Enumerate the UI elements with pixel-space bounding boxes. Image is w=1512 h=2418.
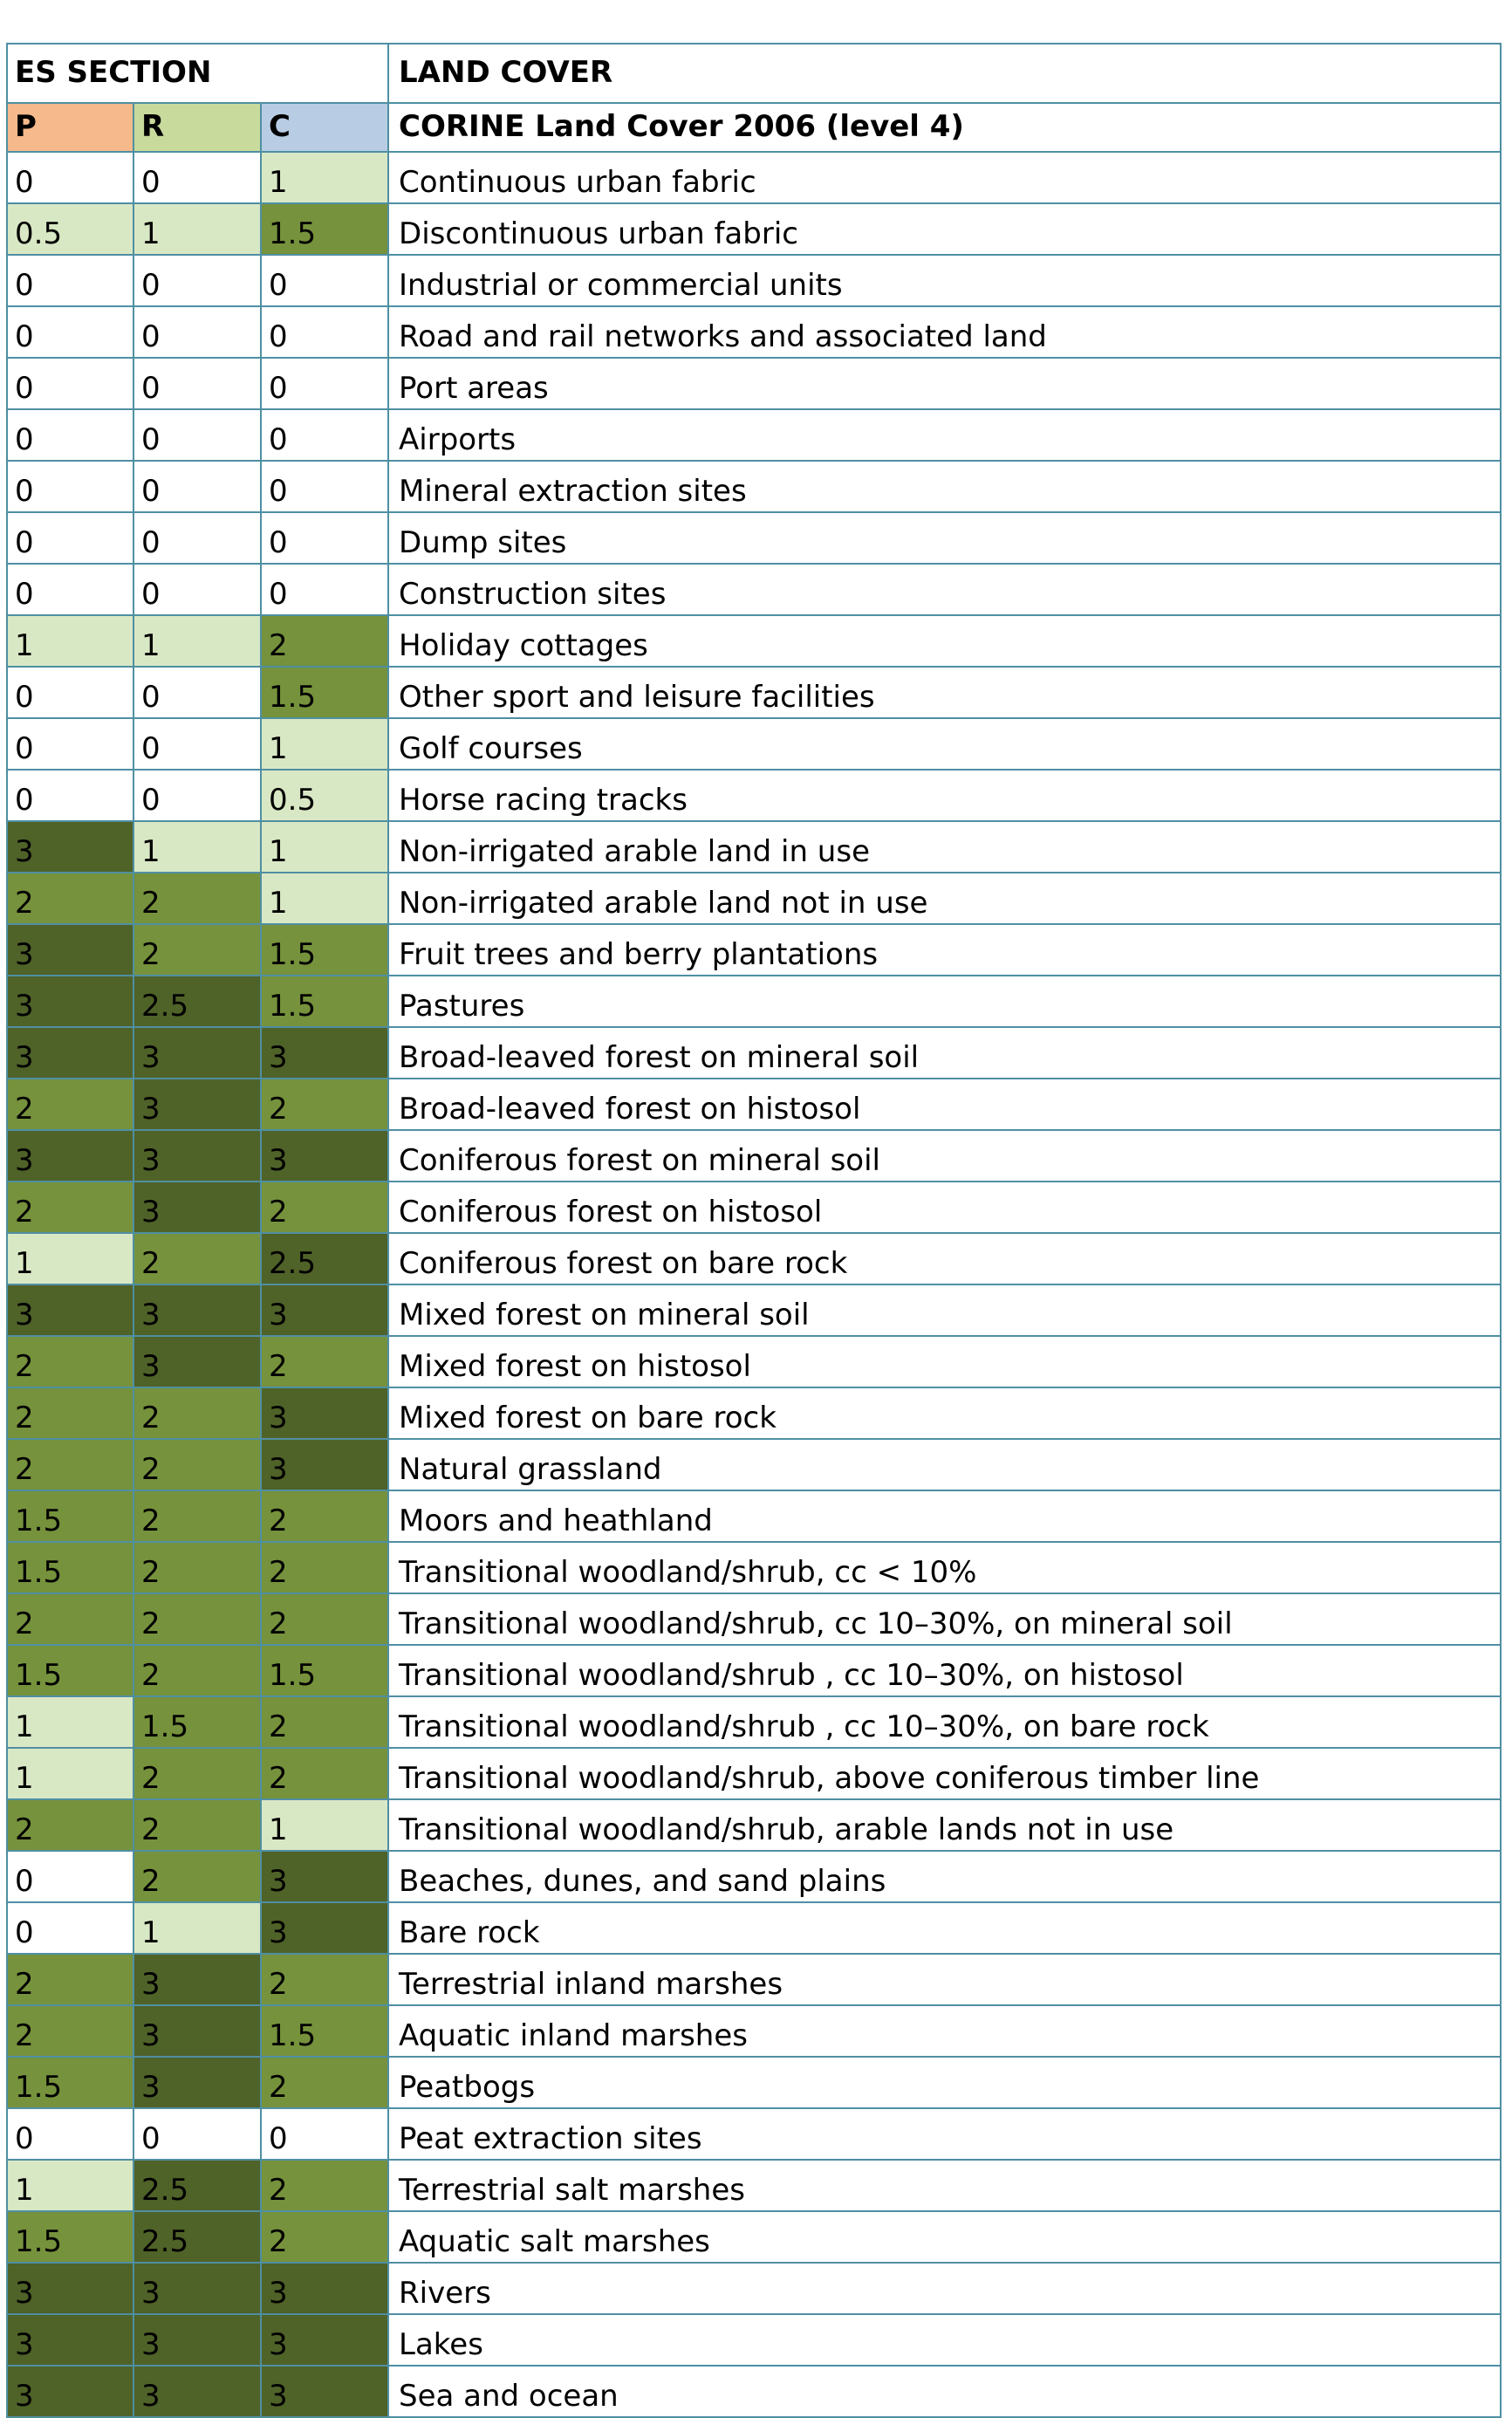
- c-score-cell: 1: [261, 873, 388, 924]
- c-score-cell: 1: [261, 1799, 388, 1851]
- table-row: [7, 1233, 1501, 1284]
- c-score-cell: 3: [261, 1284, 388, 1336]
- table-row: [7, 564, 1501, 615]
- c-score-cell: 3: [261, 1130, 388, 1182]
- table-row: [7, 1748, 1501, 1799]
- table-row: [7, 770, 1501, 821]
- land-cover-cell: Industrial or commercial units: [388, 255, 1501, 306]
- land-cover-cell: Peat extraction sites: [388, 2108, 1501, 2160]
- r-score-cell: 3: [133, 1336, 261, 1387]
- r-score-cell: 0: [133, 306, 261, 358]
- column-header-c: C: [261, 103, 388, 152]
- r-score-cell: 0: [133, 255, 261, 306]
- land-cover-cell: Coniferous forest on bare rock: [388, 1233, 1501, 1284]
- land-cover-cell: Fruit trees and berry plantations: [388, 924, 1501, 976]
- p-score-cell: 0: [7, 461, 133, 512]
- c-score-cell: 3: [261, 1027, 388, 1079]
- table-row: [7, 873, 1501, 924]
- land-cover-cell: Other sport and leisure facilities: [388, 667, 1501, 718]
- land-cover-cell: Broad-leaved forest on histosol: [388, 1079, 1501, 1130]
- es-section-header: ES SECTION: [7, 44, 388, 103]
- c-score-cell: 0: [261, 409, 388, 461]
- land-cover-cell: Continuous urban fabric: [388, 152, 1501, 203]
- c-score-cell: 2: [261, 1490, 388, 1542]
- r-score-cell: 0: [133, 718, 261, 770]
- c-score-cell: 2.5: [261, 1233, 388, 1284]
- c-score-cell: 2: [261, 615, 388, 667]
- p-score-cell: 1.5: [7, 2211, 133, 2263]
- table-row: [7, 1079, 1501, 1130]
- corine-header: CORINE Land Cover 2006 (level 4): [388, 103, 1501, 152]
- land-cover-cell: Coniferous forest on histosol: [388, 1182, 1501, 1233]
- p-score-cell: 2: [7, 1799, 133, 1851]
- table-row: [7, 1696, 1501, 1748]
- land-cover-cell: Terrestrial salt marshes: [388, 2160, 1501, 2211]
- p-score-cell: 2: [7, 1387, 133, 1439]
- table-row: [7, 1387, 1501, 1439]
- c-score-cell: 3: [261, 2366, 388, 2417]
- land-cover-cell: Mixed forest on histosol: [388, 1336, 1501, 1387]
- land-cover-cell: Mixed forest on mineral soil: [388, 1284, 1501, 1336]
- land-cover-cell: Sea and ocean: [388, 2366, 1501, 2417]
- p-score-cell: 1: [7, 1233, 133, 1284]
- land-cover-cell: Rivers: [388, 2263, 1501, 2314]
- r-score-cell: 0: [133, 461, 261, 512]
- r-score-cell: 0: [133, 358, 261, 409]
- c-score-cell: 0.5: [261, 770, 388, 821]
- table-row: [7, 2314, 1501, 2366]
- c-score-cell: 1.5: [261, 1645, 388, 1696]
- c-score-cell: 2: [261, 1748, 388, 1799]
- r-score-cell: 2: [133, 1593, 261, 1645]
- c-score-cell: 2: [261, 1542, 388, 1593]
- p-score-cell: 0: [7, 306, 133, 358]
- table-row: [7, 2005, 1501, 2057]
- c-score-cell: 1.5: [261, 976, 388, 1027]
- land-cover-cell: Transitional woodland/shrub, arable lands not in use: [388, 1799, 1501, 1851]
- p-score-cell: 0: [7, 152, 133, 203]
- table-row: [7, 1490, 1501, 1542]
- table-row: [7, 255, 1501, 306]
- table-row: [7, 1542, 1501, 1593]
- land-cover-cell: Transitional woodland/shrub , cc 10–30%, on bare rock: [388, 1696, 1501, 1748]
- table-row: [7, 667, 1501, 718]
- land-cover-cell: Airports: [388, 409, 1501, 461]
- r-score-cell: 1.5: [133, 1696, 261, 1748]
- land-cover-cell: Coniferous forest on mineral soil: [388, 1130, 1501, 1182]
- c-score-cell: 1.5: [261, 667, 388, 718]
- p-score-cell: 0: [7, 358, 133, 409]
- r-score-cell: 3: [133, 2005, 261, 2057]
- p-score-cell: 3: [7, 1130, 133, 1182]
- p-score-cell: 2: [7, 873, 133, 924]
- land-cover-cell: Aquatic inland marshes: [388, 2005, 1501, 2057]
- table-row: [7, 358, 1501, 409]
- table-row: [7, 1027, 1501, 1079]
- table-row: [7, 306, 1501, 358]
- p-score-cell: 0: [7, 255, 133, 306]
- c-score-cell: 3: [261, 1902, 388, 1954]
- table-row: [7, 1645, 1501, 1696]
- p-score-cell: 3: [7, 2314, 133, 2366]
- land-cover-cell: Port areas: [388, 358, 1501, 409]
- r-score-cell: 2: [133, 1439, 261, 1490]
- p-score-cell: 0: [7, 409, 133, 461]
- r-score-cell: 0: [133, 512, 261, 564]
- r-score-cell: 2: [133, 1851, 261, 1902]
- r-score-cell: 2.5: [133, 976, 261, 1027]
- r-score-cell: 2: [133, 873, 261, 924]
- c-score-cell: 1: [261, 718, 388, 770]
- p-score-cell: 3: [7, 2366, 133, 2417]
- land-cover-table-container: [6, 43, 1502, 2418]
- p-score-cell: 1.5: [7, 2057, 133, 2108]
- r-score-cell: 3: [133, 1027, 261, 1079]
- c-score-cell: 2: [261, 1079, 388, 1130]
- r-score-cell: 0: [133, 2108, 261, 2160]
- table-row: [7, 1902, 1501, 1954]
- land-cover-cell: Broad-leaved forest on mineral soil: [388, 1027, 1501, 1079]
- p-score-cell: 3: [7, 821, 133, 873]
- r-score-cell: 3: [133, 1182, 261, 1233]
- column-header-p: P: [7, 103, 133, 152]
- p-score-cell: 2: [7, 1079, 133, 1130]
- land-cover-cell: Moors and heathland: [388, 1490, 1501, 1542]
- r-score-cell: 3: [133, 1954, 261, 2005]
- land-cover-score-table: [6, 43, 1502, 2418]
- table-row: [7, 1954, 1501, 2005]
- c-score-cell: 2: [261, 2057, 388, 2108]
- land-cover-cell: Dump sites: [388, 512, 1501, 564]
- land-cover-cell: Terrestrial inland marshes: [388, 1954, 1501, 2005]
- r-score-cell: 1: [133, 615, 261, 667]
- r-score-cell: 3: [133, 2057, 261, 2108]
- table-row: [7, 152, 1501, 203]
- land-cover-cell: Holiday cottages: [388, 615, 1501, 667]
- table-row: [7, 2108, 1501, 2160]
- c-score-cell: 3: [261, 2263, 388, 2314]
- r-score-cell: 1: [133, 203, 261, 255]
- p-score-cell: 3: [7, 976, 133, 1027]
- r-score-cell: 2: [133, 1645, 261, 1696]
- land-cover-cell: Construction sites: [388, 564, 1501, 615]
- table-row: [7, 203, 1501, 255]
- r-score-cell: 0: [133, 409, 261, 461]
- c-score-cell: 2: [261, 2211, 388, 2263]
- table-row: [7, 615, 1501, 667]
- c-score-cell: 1: [261, 821, 388, 873]
- p-score-cell: 1.5: [7, 1542, 133, 1593]
- p-score-cell: 0: [7, 1902, 133, 1954]
- land-cover-cell: Transitional woodland/shrub, cc 10–30%, on mineral soil: [388, 1593, 1501, 1645]
- p-score-cell: 2: [7, 1182, 133, 1233]
- r-score-cell: 2.5: [133, 2160, 261, 2211]
- land-cover-cell: Horse racing tracks: [388, 770, 1501, 821]
- table-row: [7, 1593, 1501, 1645]
- p-score-cell: 0: [7, 2108, 133, 2160]
- c-score-cell: 0: [261, 564, 388, 615]
- r-score-cell: 0: [133, 152, 261, 203]
- p-score-cell: 2: [7, 1336, 133, 1387]
- c-score-cell: 0: [261, 358, 388, 409]
- table-row: [7, 2160, 1501, 2211]
- table-row: [7, 1130, 1501, 1182]
- c-score-cell: 2: [261, 1593, 388, 1645]
- c-score-cell: 2: [261, 1696, 388, 1748]
- r-score-cell: 0: [133, 667, 261, 718]
- table-row: [7, 2211, 1501, 2263]
- table-row: [7, 1851, 1501, 1902]
- land-cover-cell: Mineral extraction sites: [388, 461, 1501, 512]
- land-cover-cell: Transitional woodland/shrub , cc 10–30%, on histosol: [388, 1645, 1501, 1696]
- land-cover-cell: Aquatic salt marshes: [388, 2211, 1501, 2263]
- p-score-cell: 1: [7, 1696, 133, 1748]
- p-score-cell: 3: [7, 1284, 133, 1336]
- table-body: [7, 152, 1501, 2417]
- r-score-cell: 0: [133, 770, 261, 821]
- p-score-cell: 0: [7, 718, 133, 770]
- table-row: [7, 1336, 1501, 1387]
- c-score-cell: 3: [261, 1387, 388, 1439]
- land-cover-cell: Discontinuous urban fabric: [388, 203, 1501, 255]
- c-score-cell: 3: [261, 1851, 388, 1902]
- p-score-cell: 2: [7, 1439, 133, 1490]
- table-header-row-1: [7, 44, 1501, 103]
- p-score-cell: 0: [7, 512, 133, 564]
- land-cover-cell: Pastures: [388, 976, 1501, 1027]
- p-score-cell: 3: [7, 924, 133, 976]
- r-score-cell: 2: [133, 1490, 261, 1542]
- p-score-cell: 2: [7, 2005, 133, 2057]
- r-score-cell: 1: [133, 821, 261, 873]
- c-score-cell: 3: [261, 2314, 388, 2366]
- land-cover-cell: Lakes: [388, 2314, 1501, 2366]
- r-score-cell: 2.5: [133, 2211, 261, 2263]
- c-score-cell: 3: [261, 1439, 388, 1490]
- land-cover-cell: Natural grassland: [388, 1439, 1501, 1490]
- p-score-cell: 1: [7, 615, 133, 667]
- table-header-row-2: [7, 103, 1501, 152]
- land-cover-cell: Golf courses: [388, 718, 1501, 770]
- r-score-cell: 2: [133, 1233, 261, 1284]
- p-score-cell: 0: [7, 770, 133, 821]
- c-score-cell: 1.5: [261, 203, 388, 255]
- c-score-cell: 2: [261, 1336, 388, 1387]
- p-score-cell: 3: [7, 1027, 133, 1079]
- table-row: [7, 2263, 1501, 2314]
- p-score-cell: 1: [7, 1748, 133, 1799]
- land-cover-cell: Peatbogs: [388, 2057, 1501, 2108]
- land-cover-cell: Bare rock: [388, 1902, 1501, 1954]
- c-score-cell: 1.5: [261, 924, 388, 976]
- p-score-cell: 1: [7, 2160, 133, 2211]
- land-cover-cell: Transitional woodland/shrub, cc < 10%: [388, 1542, 1501, 1593]
- r-score-cell: 3: [133, 1079, 261, 1130]
- r-score-cell: 0: [133, 564, 261, 615]
- p-score-cell: 2: [7, 1954, 133, 2005]
- table-row: [7, 1182, 1501, 1233]
- r-score-cell: 3: [133, 1284, 261, 1336]
- land-cover-cell: Road and rail networks and associated land: [388, 306, 1501, 358]
- c-score-cell: 1: [261, 152, 388, 203]
- r-score-cell: 2: [133, 1387, 261, 1439]
- r-score-cell: 3: [133, 2366, 261, 2417]
- table-row: [7, 512, 1501, 564]
- land-cover-header: LAND COVER: [388, 44, 1501, 103]
- p-score-cell: 0: [7, 1851, 133, 1902]
- c-score-cell: 0: [261, 255, 388, 306]
- r-score-cell: 2: [133, 1542, 261, 1593]
- table-row: [7, 1439, 1501, 1490]
- r-score-cell: 2: [133, 924, 261, 976]
- land-cover-cell: Mixed forest on bare rock: [388, 1387, 1501, 1439]
- table-row: [7, 409, 1501, 461]
- p-score-cell: 0.5: [7, 203, 133, 255]
- r-score-cell: 3: [133, 2314, 261, 2366]
- table-row: [7, 1284, 1501, 1336]
- r-score-cell: 3: [133, 2263, 261, 2314]
- table-row: [7, 976, 1501, 1027]
- table-row: [7, 924, 1501, 976]
- c-score-cell: 2: [261, 2160, 388, 2211]
- table-row: [7, 718, 1501, 770]
- table-row: [7, 2057, 1501, 2108]
- land-cover-cell: Non-irrigated arable land in use: [388, 821, 1501, 873]
- p-score-cell: 2: [7, 1593, 133, 1645]
- p-score-cell: 1.5: [7, 1645, 133, 1696]
- c-score-cell: 1.5: [261, 2005, 388, 2057]
- c-score-cell: 0: [261, 512, 388, 564]
- p-score-cell: 0: [7, 564, 133, 615]
- p-score-cell: 1.5: [7, 1490, 133, 1542]
- table-row: [7, 1799, 1501, 1851]
- table-row: [7, 461, 1501, 512]
- land-cover-cell: Beaches, dunes, and sand plains: [388, 1851, 1501, 1902]
- land-cover-cell: Non-irrigated arable land not in use: [388, 873, 1501, 924]
- r-score-cell: 3: [133, 1130, 261, 1182]
- p-score-cell: 0: [7, 667, 133, 718]
- table-row: [7, 821, 1501, 873]
- land-cover-cell: Transitional woodland/shrub, above coniferous timber line: [388, 1748, 1501, 1799]
- p-score-cell: 3: [7, 2263, 133, 2314]
- c-score-cell: 2: [261, 1182, 388, 1233]
- r-score-cell: 1: [133, 1902, 261, 1954]
- column-header-r: R: [133, 103, 261, 152]
- r-score-cell: 2: [133, 1748, 261, 1799]
- table-row: [7, 2366, 1501, 2417]
- c-score-cell: 2: [261, 1954, 388, 2005]
- c-score-cell: 0: [261, 2108, 388, 2160]
- c-score-cell: 0: [261, 461, 388, 512]
- r-score-cell: 2: [133, 1799, 261, 1851]
- c-score-cell: 0: [261, 306, 388, 358]
